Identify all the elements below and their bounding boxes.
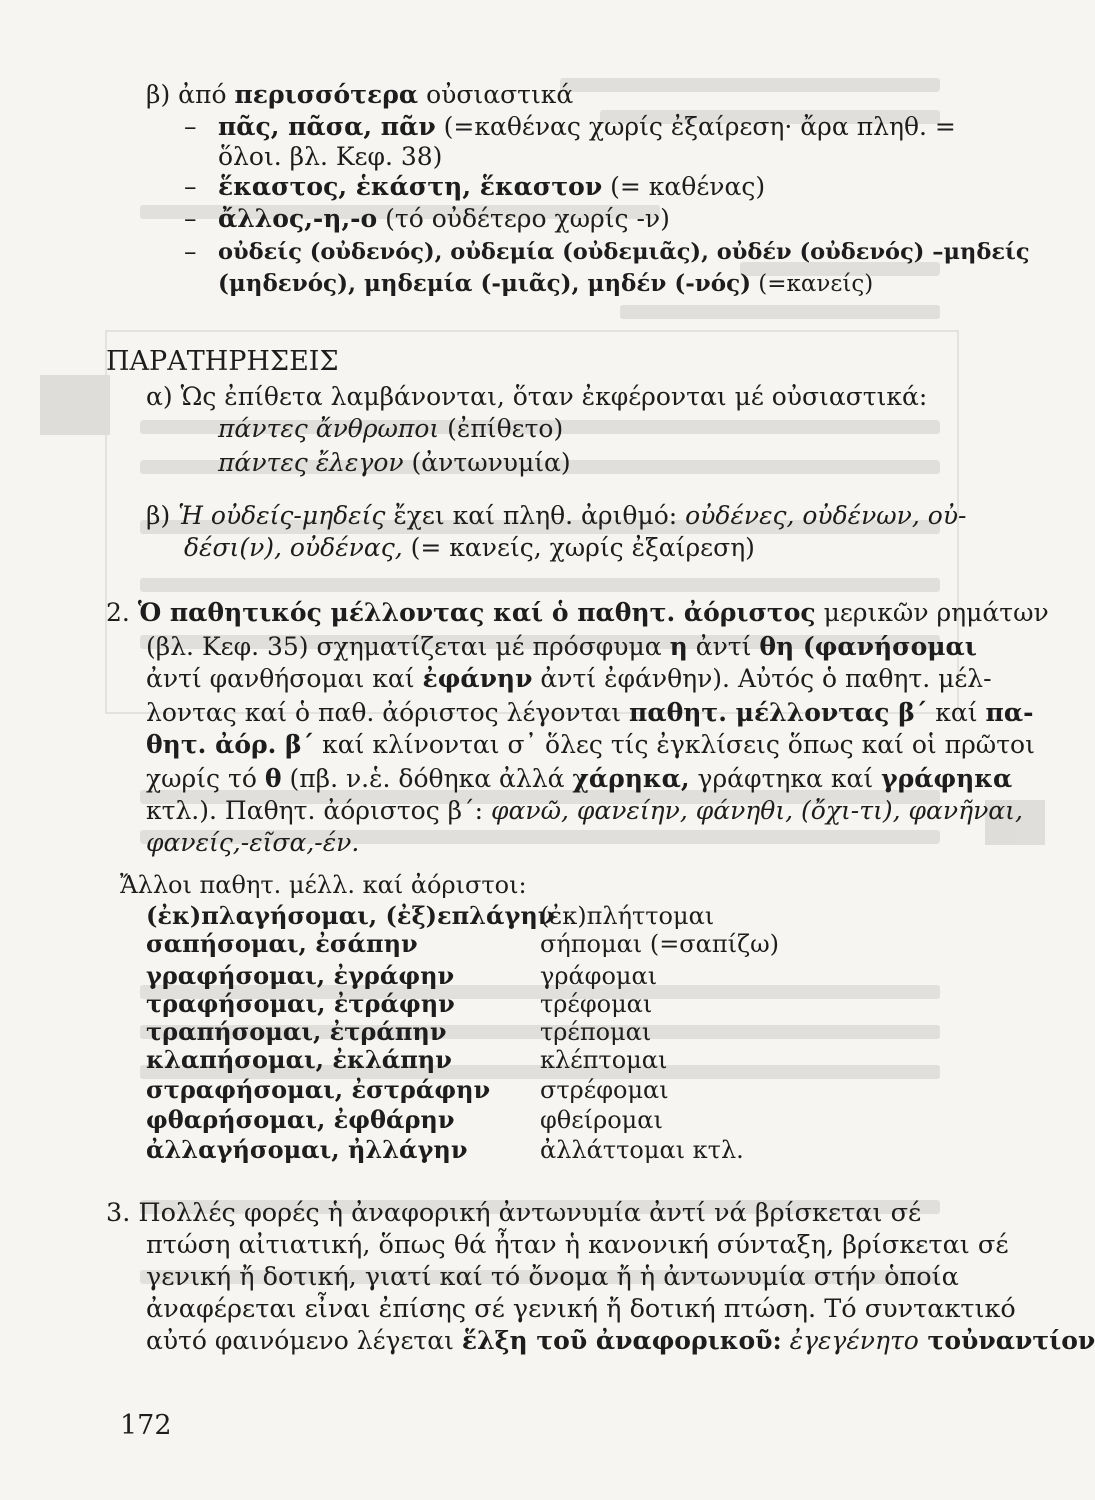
item-dash: –: [184, 112, 197, 141]
example-gloss: (ἐπίθετο): [439, 414, 564, 443]
verb-future-aorist: γραφήσομαι, ἐγράφην: [146, 961, 455, 990]
text-run: ἀντί: [687, 632, 760, 661]
para-number: 2.: [106, 598, 138, 627]
verb-present: γράφομαι: [540, 962, 658, 990]
example-italic: πάντες ἔλεγον: [218, 448, 404, 477]
pronoun-item-bold: πᾶς, πᾶσα, πᾶν: [218, 112, 436, 141]
text-run: γράφτηκα καί: [689, 764, 882, 793]
text-run: αὐτό φαινόμενο λέγεται: [146, 1326, 462, 1355]
verb-future-aorist: σαπήσομαι, ἐσάπην: [146, 929, 418, 958]
text-run: ἀντί ἐφάνθην). Αὐτός ὁ παθητ. μέλ-: [532, 664, 992, 693]
verb-present: (ἐκ)πλήττομαι: [540, 902, 715, 930]
text-run: λοντας καί ὁ παθ. ἀόριστος λέγονται: [146, 698, 630, 727]
para2-line: [146, 664, 992, 694]
italic-forms: φανῶ, φανείην, φάνηθι, (ὄχι-τι), φανῆναι,: [490, 796, 1023, 825]
pronoun-item: [218, 237, 1030, 267]
bold-term: πα-: [985, 698, 1034, 727]
text-run: ἀντί φανθήσομαι καί: [146, 664, 423, 693]
verb-future-aorist: τραφήσομαι, ἐτράφην: [146, 989, 455, 1018]
pronoun-item-bold: (μηδενός), μηδεμία (-μιᾶς), μηδέν (-νός): [218, 270, 751, 297]
remark-b-pre: β): [146, 501, 179, 530]
verb-future-aorist: (ἐκ)πλαγήσομαι, (ἐξ)επλάγην: [146, 901, 555, 930]
remark-b: [146, 501, 966, 531]
section-b-heading: [146, 80, 573, 110]
remark-b-text: (= κανείς, χωρίς ἐξαίρεση): [402, 533, 755, 562]
para2-line: [146, 764, 1012, 794]
text-run: (πβ. ν.ἑ. δόθηκα ἀλλά: [281, 764, 573, 793]
item-dash: –: [184, 204, 197, 233]
remark-b-text: ἔχει καί πληθ. ἀριθμό:: [385, 501, 686, 530]
para3-line: γενική ἤ δοτική, γιατί καί τό ὄνομα ἤ ἡ ἀντωνυμία στήν ὁποία: [146, 1262, 959, 1292]
pronoun-item: [218, 269, 873, 299]
pronoun-item-text: (= καθένας): [602, 172, 766, 201]
para2-line: Ἄλλοι παθητ. μέλλ. καί ἀόριστοι:: [120, 871, 527, 899]
verb-present: κλέπτομαι: [540, 1046, 668, 1074]
bold-term: η: [669, 632, 688, 661]
bold-term: γράφηκα: [881, 764, 1013, 793]
bold-term: τοὐναντίον: [918, 1326, 1095, 1355]
pronoun-item-bold: οὐδείς (οὐδενός), οὐδεμία (οὐδεμιᾶς), οὐδέν (οὐδενός) –μηδείς: [218, 239, 1030, 265]
para2-line: [106, 598, 1049, 628]
text-run: χωρίς τό: [146, 764, 265, 793]
text-run: (βλ. Κεφ. 35) σχηματίζεται μέ πρόσφυμα: [146, 632, 670, 661]
para2-line: [146, 730, 1035, 760]
pronoun-item-text: (τό οὐδέτερο χωρίς -ν): [377, 204, 670, 233]
item-dash: –: [184, 237, 197, 266]
bold-term: Ὁ παθητικός μέλλοντας καί ὁ παθητ. ἀόριστος: [137, 598, 816, 627]
example-gloss: (ἀντωνυμία): [403, 448, 571, 477]
bold-term: θ: [264, 764, 282, 793]
pronoun-item: [218, 142, 442, 172]
verb-present: στρέφομαι: [540, 1076, 669, 1104]
para2-line: [146, 698, 1033, 728]
verb-present: σήπομαι (=σαπίζω): [540, 930, 780, 958]
section-b-heading-bold: περισσότερα: [234, 80, 419, 109]
pronoun-item-text: (=κανείς): [750, 271, 874, 297]
verb-present: τρέπομαι: [540, 1018, 652, 1046]
remark-a-example: [218, 448, 571, 478]
pronoun-item-text: ὅλοι. βλ. Κεφ. 38): [218, 142, 443, 171]
remark-a: α) Ὡς ἐπίθετα λαμβάνονται, ὅταν ἐκφέρονται μέ οὐσιαστικά:: [146, 382, 928, 411]
para3-line: 3. Πολλές φορές ἡ ἀναφορική ἀντωνυμία ἀντί νά βρίσκεται σέ: [106, 1198, 922, 1228]
pronoun-item: [218, 204, 670, 234]
text-run: [782, 1326, 790, 1355]
verb-future-aorist: ἀλλαγήσομαι, ἠλλάγην: [146, 1135, 468, 1164]
verb-present: φθείρομαι: [540, 1106, 663, 1134]
example-italic: πάντες ἄνθρωποι: [218, 414, 440, 443]
para2-line: φανείς,-εῖσα,-έν.: [146, 828, 360, 857]
verb-future-aorist: στραφήσομαι, ἐστράφην: [146, 1075, 491, 1104]
para3-line: πτώση αἰτιατική, ὅπως θά ἦταν ἡ κανονική σύνταξη, βρίσκεται σέ: [146, 1230, 1009, 1260]
verb-present: ἀλλάττομαι κτλ.: [540, 1136, 744, 1164]
bold-term: ἕλξη τοῦ ἀναφορικοῦ:: [461, 1326, 782, 1355]
text-run: μερικῶν ρημάτων: [815, 598, 1049, 627]
verb-present: τρέφομαι: [540, 990, 653, 1018]
pronoun-item-bold: ἄλλος,-η,-ο: [218, 204, 378, 233]
verb-future-aorist: φθαρήσομαι, ἐφθάρην: [146, 1105, 455, 1134]
bold-term: παθητ. μέλλοντας β΄: [629, 698, 928, 727]
para2-line: [146, 796, 1023, 826]
section-b-heading-pre: β) ἀπό: [146, 80, 235, 109]
verb-future-aorist: τραπήσομαι, ἐτράπην: [146, 1017, 447, 1046]
verb-future-aorist: κλαπήσομαι, ἐκλάπην: [146, 1045, 452, 1074]
section-b-heading-post: οὐσιαστικά: [418, 80, 574, 109]
para3-line: [146, 1326, 1095, 1356]
para3-line: ἀναφέρεται εἶναι ἐπίσης σέ γενική ἤ δοτική πτώση. Τό συντακτικό: [146, 1294, 1016, 1324]
remark-b-italic: οὐδένες, οὐδένων, οὐ-: [685, 501, 967, 530]
remarks-heading: ΠΑΡΑΤΗΡΗΣΕΙΣ: [106, 346, 339, 377]
text-run: κτλ.). Παθητ. ἀόριστος β΄:: [146, 796, 491, 825]
pronoun-item-bold: ἕκαστος, ἑκάστη, ἕκαστον: [218, 172, 603, 201]
pronoun-item: [218, 112, 956, 142]
bold-term: θη (φανήσομαι: [759, 632, 977, 661]
pronoun-item-text: (=καθένας χωρίς ἐξαίρεση· ἄρα πληθ. =: [435, 112, 956, 141]
bold-term: θητ. ἀόρ. β΄: [146, 730, 315, 759]
remark-b-italic: δέσι(ν), οὐδένας,: [184, 533, 403, 562]
bold-term: χάρηκα,: [572, 764, 690, 793]
pronoun-item: [218, 172, 765, 202]
page-number: 172: [120, 1410, 172, 1441]
para2-line: [146, 632, 977, 662]
remark-a-example: [218, 414, 563, 444]
remark-b-continued: [184, 533, 755, 563]
italic-word: ἐγεγένητο: [789, 1326, 919, 1355]
remark-b-italic: Ἡ οὐδείς-μηδείς: [178, 501, 386, 530]
text-run: καί κλίνονται σ᾽ ὅλες τίς ἐγκλίσεις ὅπως καί οἱ πρῶτοι: [314, 730, 1035, 759]
text-run: καί: [927, 698, 986, 727]
bold-term: ἐφάνην: [422, 664, 533, 693]
item-dash: –: [184, 172, 197, 201]
